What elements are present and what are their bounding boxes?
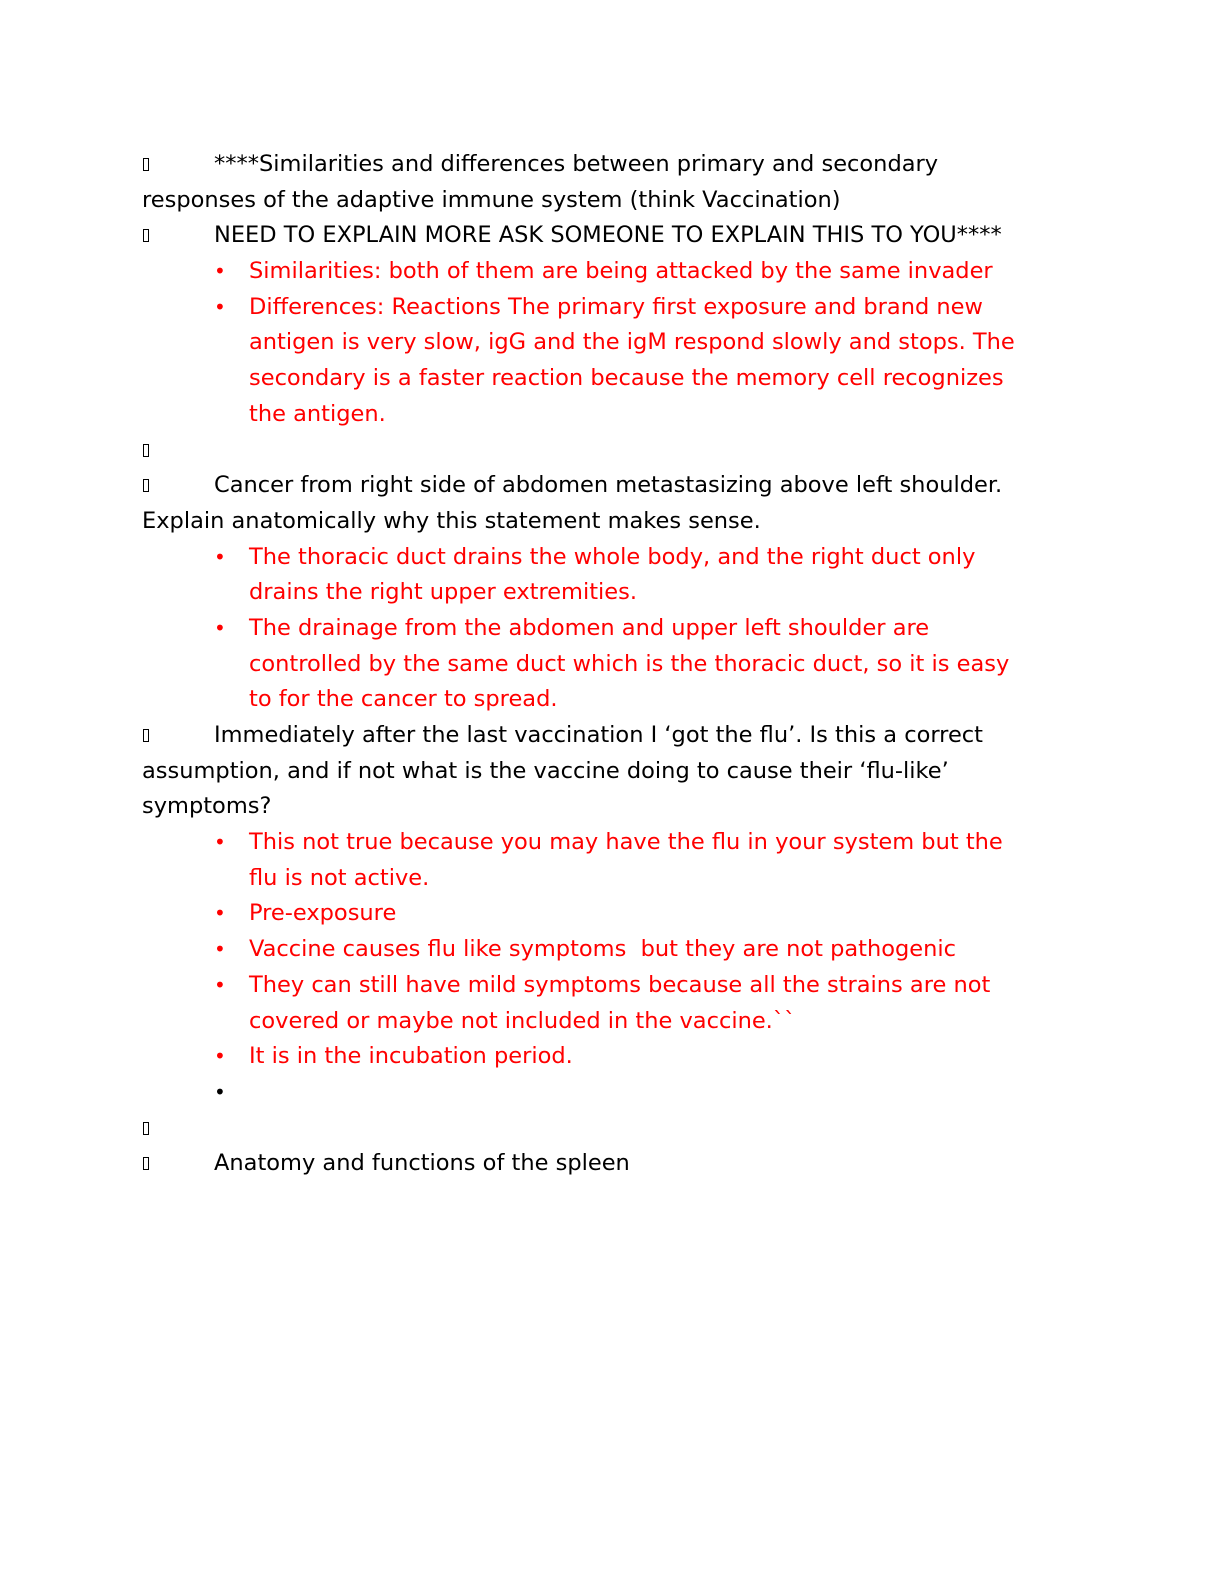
question-line (142, 183, 1082, 219)
answer-continuation (142, 575, 1082, 611)
answer-bullet (142, 290, 1082, 326)
answer-text: The thoracic duct drains the whole body, and the right duct only (249, 543, 976, 570)
answer-text: antigen is very slow, igG and the igM respond slowly and stops. The (249, 329, 1015, 356)
answer-text: Pre-exposure (249, 900, 397, 927)
answer-bullet (142, 932, 1082, 968)
answer-bullet (142, 254, 1082, 290)
question-text: assumption, and if not what is the vaccine doing to cause their ‘flu-like’ (142, 757, 949, 784)
answer-text: Similarities: both of them are being attacked by the same invader (249, 258, 993, 285)
answer-bullet (142, 896, 1082, 932)
empty-list-line (142, 433, 1082, 469)
question-line (142, 147, 1082, 183)
question-line (142, 754, 1082, 790)
empty-list-line (142, 1111, 1082, 1147)
answer-text: flu is not active. (249, 864, 430, 891)
bullet-icon: • (214, 1044, 226, 1069)
answer-text: This not true because you may have the flu in your system but the (249, 829, 1003, 856)
answer-bullet (142, 968, 1082, 1004)
question-text: Explain anatomically why this statement makes sense. (142, 507, 761, 534)
question-text: NEED TO EXPLAIN MORE ASK SOMEONE TO EXPLAIN THIS TO YOU**** (214, 222, 1002, 249)
question-text: Immediately after the last vaccination I ‘got the flu’. Is this a correct (214, 722, 983, 748)
bullet-icon: • (214, 1079, 226, 1104)
question-line (142, 718, 1082, 754)
answer-text: secondary is a faster reaction because the memory cell recognizes (249, 365, 1004, 392)
empty-answer-bullet (142, 1075, 1082, 1111)
bullet-icon: • (214, 901, 226, 926)
answer-text: covered or maybe not included in the vaccine.`` (249, 1007, 796, 1034)
answer-text: Vaccine causes flu like symptoms but they are not pathogenic (249, 936, 956, 963)
bullet-icon: • (214, 615, 226, 640)
answer-bullet (142, 825, 1082, 861)
answer-text: controlled by the same duct which is the thoracic duct, so it is easy (249, 650, 1010, 677)
answer-continuation (142, 325, 1082, 361)
bullet-icon: • (214, 259, 226, 284)
answer-bullet (142, 1039, 1082, 1075)
answer-text: It is in the incubation period. (249, 1043, 573, 1070)
answer-continuation (142, 361, 1082, 397)
answer-continuation (142, 397, 1082, 433)
question-line (142, 218, 1082, 254)
document-page (142, 147, 1082, 1182)
answer-text: Differences: Reactions The primary first exposure and brand new (249, 293, 983, 320)
question-text: Anatomy and functions of the spleen (214, 1150, 630, 1177)
answer-bullet (142, 540, 1082, 576)
question-text: Cancer from right side of abdomen metastasizing above left shoulder. (214, 472, 1003, 499)
question-line (142, 1146, 1082, 1182)
answer-continuation (142, 1004, 1082, 1040)
bullet-icon: • (214, 830, 226, 855)
answer-continuation (142, 647, 1082, 683)
question-text: ****Similarities and differences between primary and secondary (214, 151, 939, 177)
answer-text: the antigen. (249, 400, 386, 427)
answer-text: to for the cancer to spread. (249, 686, 558, 713)
question-line (142, 789, 1082, 825)
bullet-icon: • (214, 972, 226, 997)
answer-text: They can still have mild symptoms because all the strains are not (249, 971, 991, 998)
question-line (142, 504, 1082, 540)
question-line (142, 468, 1082, 504)
answer-bullet (142, 611, 1082, 647)
bullet-icon: • (214, 294, 226, 319)
answer-text: drains the right upper extremities. (249, 579, 638, 606)
question-text: symptoms? (142, 793, 272, 820)
answer-continuation (142, 861, 1082, 897)
bullet-icon: • (214, 544, 226, 569)
answer-text: The drainage from the abdomen and upper left shoulder are (249, 614, 930, 641)
bullet-icon: • (214, 937, 226, 962)
answer-continuation (142, 682, 1082, 718)
question-text: responses of the adaptive immune system (think Vaccination) (142, 186, 841, 213)
